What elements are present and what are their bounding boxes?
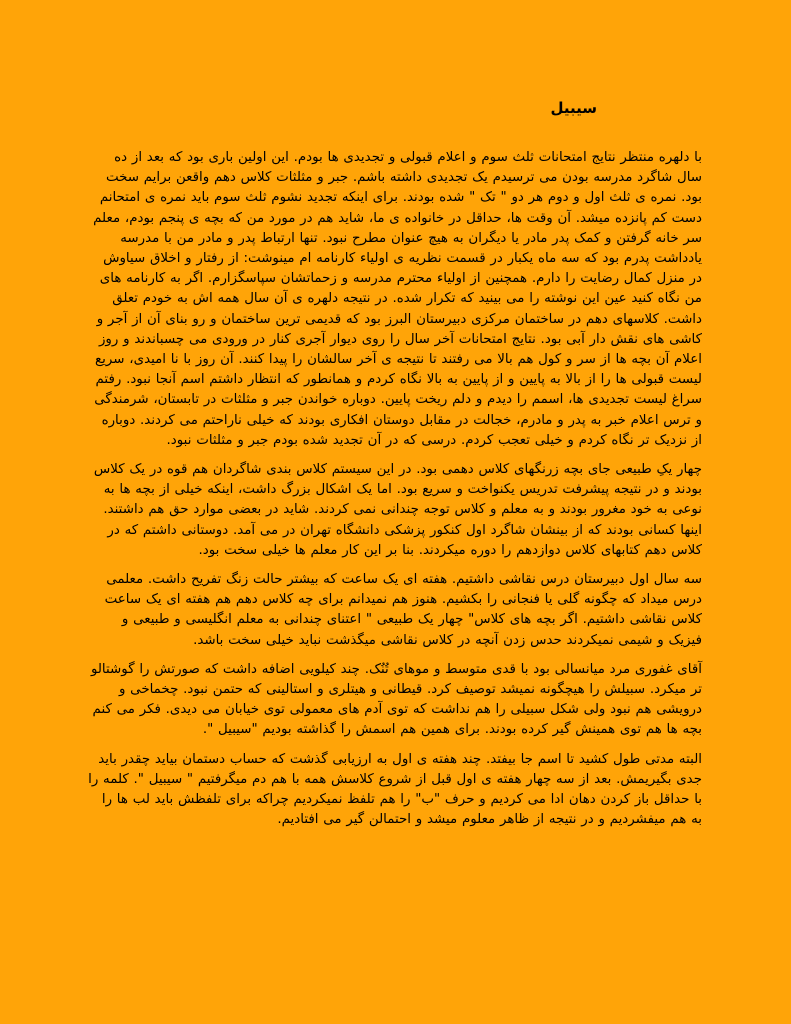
page-title: سیبیل bbox=[550, 99, 597, 117]
paragraph: آقای غفوری مرد میانسالی بود با قدی متوسط و موهای تُنُک. چند کیلویی اضافه داشت که صورتش را گوشتالو تر میکرد. سبیلش را هیچگونه نمیشد توصیف کرد. قیطانی و هیتلری و استالینی که حتمن نبود. چخماخی و درویشی هم نبود ولی شکل سبیلی را هم نداشت که توی آدم های معمولی توی خیابان می دیدی. فکر می کنم بچه ها هم توی همینش گیر کرده بودند. برای همین هم اسمش را گذاشته بودیم "سیبیل ". bbox=[90, 661, 702, 738]
paragraph: با دلهره منتظر نتایج امتحانات ثلث سوم و اعلام قبولی و تجدیدی ها بودم. این اولین باری بود که بعد از ده سال شاگرد مدرسه بودن می ترسیدم یک تجدیدی داشته باشم. جبر و مثلثات کلاس دهم واقعن برایم سخت بود. نمره ی ثلث اول و دوم هر دو " تک " شده بودند. برای اینکه تجدید نشوم ثلث سوم باید نمره ی امتحانم دست کم پانزده میشد. آن وقت ها، حداقل در خانواده ی ما، شاید هم در مورد من که بچه ی پنجم بودم، معلم سر خانه گرفتن و کمک پدر مادر یا دیگران به هیچ عنوان مطرح نبود. تنها ارتباط پدر و مادر من با مدرسه یادداشت پدرم بود که سه ماه یکبار در قسمت نظریه ی اولیاء کارنامه ام مینوشت: از رفتار و اخلاق سیاوش در منزل کمال رضایت را دارم. همچنین از اولیاء محترم مدرسه و زحماتشان سپاسگزارم. اگر به کارنامه های من نگاه کنید عین این نوشته را می بینید که تکرار شده. در نتیجه دلهره ی آن سال همه اش به خودم تعلق داشت. کلاسهای دهم در ساختمان مرکزی دبیرستان البرز بود که قدیمی ترین ساختمان و رو بنای آن از آجر و کاشی های نقش دار آبی بود. نتایج امتحانات آخر سال را روی دیوار آجری کنار در ورودی می چسباندند و روز اعلام آن بچه ها از سر و کول هم بالا می رفتند تا نتیجه ی آخر سالشان را پیدا کنند. آن روز با نا امیدی، سریع لیست قبولی ها را از بالا به پایین و از پایین به بالا نگاه کردم و همانطور که انتظار داشتم اسم آنجا نبود. رفتم سراغ لیست تجدیدی ها، اسمم را دیدم و دلم ریخت پایین. دوباره خواندن جبر و مثلثات در تابستان، شرمندگی و ترس اعلام خبر به پدر و مادرم، خجالت در مقابل دوستان افکاری بودند که خیلی ناراحتم می کردند. دوباره از نزدیک تر نگاه کردم و خیلی تعجب کردم. درسی که در آن تجدید شده بودم جبر و مثلثات نبود. bbox=[93, 150, 702, 448]
story-body bbox=[88, 148, 702, 831]
paragraph: البته مدتی طول کشید تا اسم جا بیفتد. چند هفته ی اول به ارزیابی گذشت که حساب دستمان بیاید چقدر باید جدی بگیریمش. بعد از سه چهار هفته ی اول قبل از شروع کلاسش همه با هم دم میگرفتیم " سیبیل ". کلمه را با حداقل باز کردن دهان ادا می کردیم و حرف "ب" را هم تلفظ نمیکردیم چراکه برای تلفظش باید لب ها را به هم میفشردیم و در نتیجه از ظاهر معلوم میشد و احتمالن گیر می افتادیم. bbox=[88, 751, 702, 828]
paragraph: سه سال اول دبیرستان درس نقاشی داشتیم. هفته ای یک ساعت که بیشتر حالت زنگ تفریح داشت. معلمی درس میداد که چگونه گلی یا فنجانی را بکشیم. هنوز هم نمیدانم برای چه کلاس دهم هم هفته ای یک ساعت کلاس نقاشی داشتیم. اگر بچه های کلاس" چهار یک طبیعی " اعتنای چندانی به معلم انگلیسی و طبیعی و فیزیک و شیمی نمیکردند حدس زدن آنچه در کلاس نقاشی میگذشت نباید خیلی سخت باشد. bbox=[104, 572, 702, 648]
paragraph: چهار یکِ طبیعی جای بچه زرنگهای کلاس دهمی بود. در این سیستم کلاس بندی شاگردان هم قوه در یک کلاس بودند و در نتیجه پیشرفت تدریس یکنواخت و سریع بود. اما یک اشکال بزرگ داشت، اینکه خیلی از بچه ها به نوعی به خود مغرور بودند و به معلم و کلاس توجه چندانی نمی کردند. شاید در بعضی موارد حق هم داشتند. اینها کسانی بودند که از بینشان شاگرد اول کنکور پزشکی دانشگاه تهران در می آمد. دوستانی داشتم که در کلاس دهم کتابهای کلاس دوازدهم را دوره میکردند. بنا بر این کار معلم ها خیلی سخت بود. bbox=[93, 462, 702, 558]
